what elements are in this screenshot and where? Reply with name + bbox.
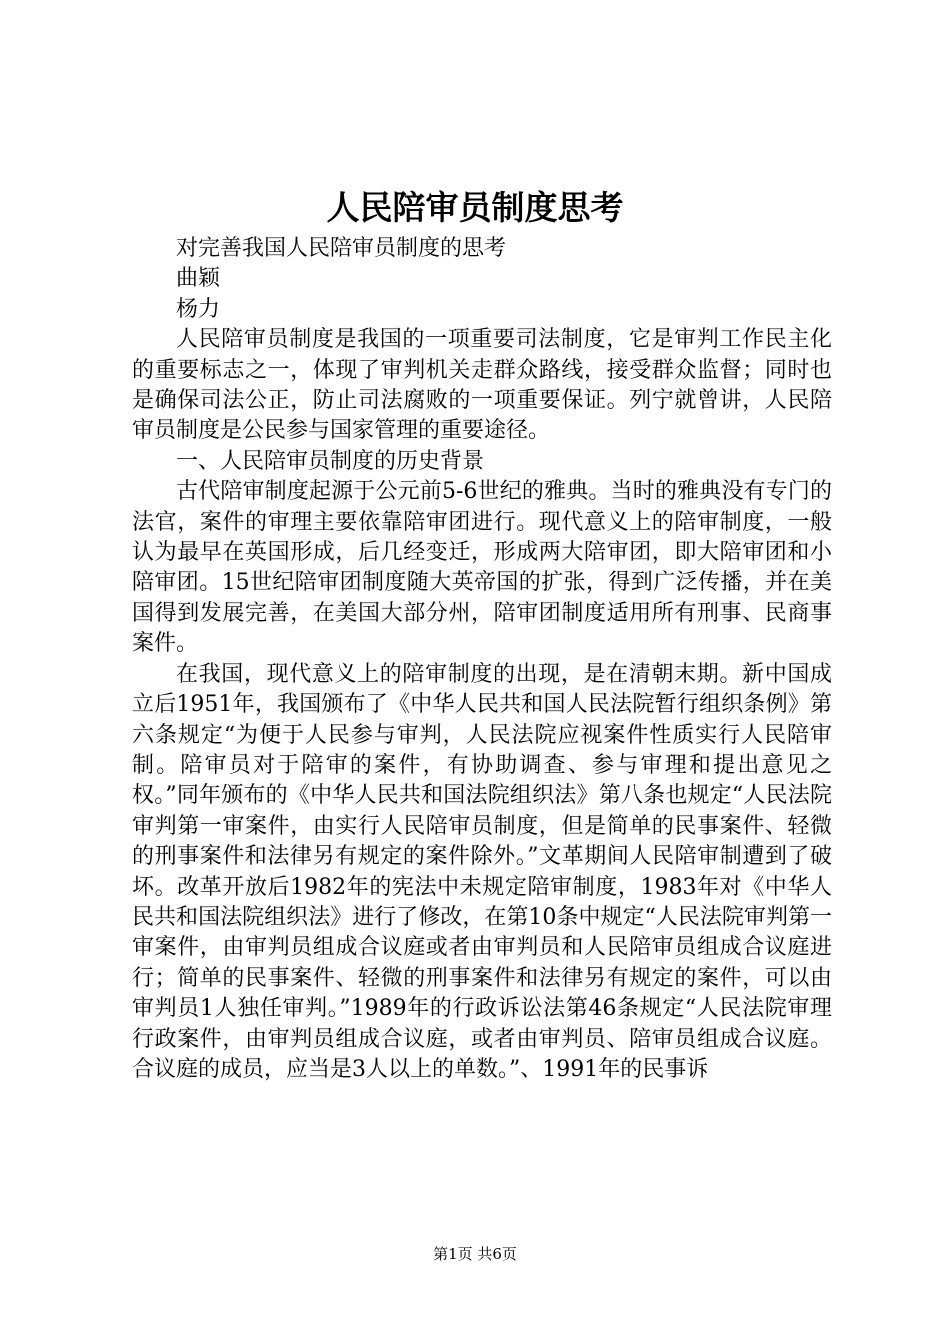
body-paragraph: 古代陪审制度起源于公元前5-6世纪的雅典。当时的雅典没有专门的法官，案件的审理主要依靠陪审团进行。现代意义上的陪审制度，一般认为最早在英国形成，后几经变迁，形成两大陪审团，即大陪审团和小陪审团。15世纪陪审团制度随大英帝国的扩张，得到广泛传播，并在美国得到发展完善，在美国大部分州，陪审团制度适用所有刑事、民商事案件。 xyxy=(132,479,832,657)
author-name: 曲颖 xyxy=(176,266,221,292)
author-name: 杨力 xyxy=(176,296,221,322)
subtitle-paragraph: 对完善我国人民陪审员制度的思考 xyxy=(176,236,507,261)
document-title: 人民陪审员制度思考 xyxy=(326,188,624,227)
body-paragraph: 人民陪审员制度是我国的一项重要司法制度，它是审判工作民主化的重要标志之一，体现了审判机关走群众路线，接受群众监督；同时也是确保司法公正，防止司法腐败的一项重要保证。列宁就曾讲，人民陪审员制度是公民参与国家管理的重要途径。 xyxy=(132,327,832,444)
page-footer: 第1页 共6页 xyxy=(433,1245,517,1263)
section-heading: 一、人民陪审员制度的历史背景 xyxy=(176,448,485,474)
body-paragraph: 在我国，现代意义上的陪审制度的出现，是在清朝末期。新中国成立后1951年，我国颁布了《中华人民共和国人民法院暂行组织条例》第六条规定“为便于人民参与审判，人民法院应视案件性质实行人民陪审制。陪审员对于陪审的案件，有协助调查、参与审理和提出意见之权。”同年颁布的《中华人民共和国法院组织法》第八条也规定“人民法院审判第一审案件，由实行人民陪审员制度，但是简单的民事案件、轻微的刑事案件和法律另有规定的案件除外。”文革期间人民陪审制遭到了破坏。改革开放后1982年的宪法中未规定陪审制度，1983年对《中华人民共和国法院组织法》进行了修改，在第10条中规定“人民法院审判第一审案件，由审判员组成合议庭或者由审判员和人民陪审员组成合议庭进行；简单的民事案件、轻微的刑事案件和法律另有规定的案件，可以由审判员1人独任审判。”1989年的行政诉讼法第46条规定“人民法院审理行政案件，由审判员组成合议庭，或者由审判员、陪审员组成合议庭。合议庭的成员，应当是3人以上的单数。”、1991年的民事诉 xyxy=(132,661,832,1082)
document-body xyxy=(132,234,832,1085)
